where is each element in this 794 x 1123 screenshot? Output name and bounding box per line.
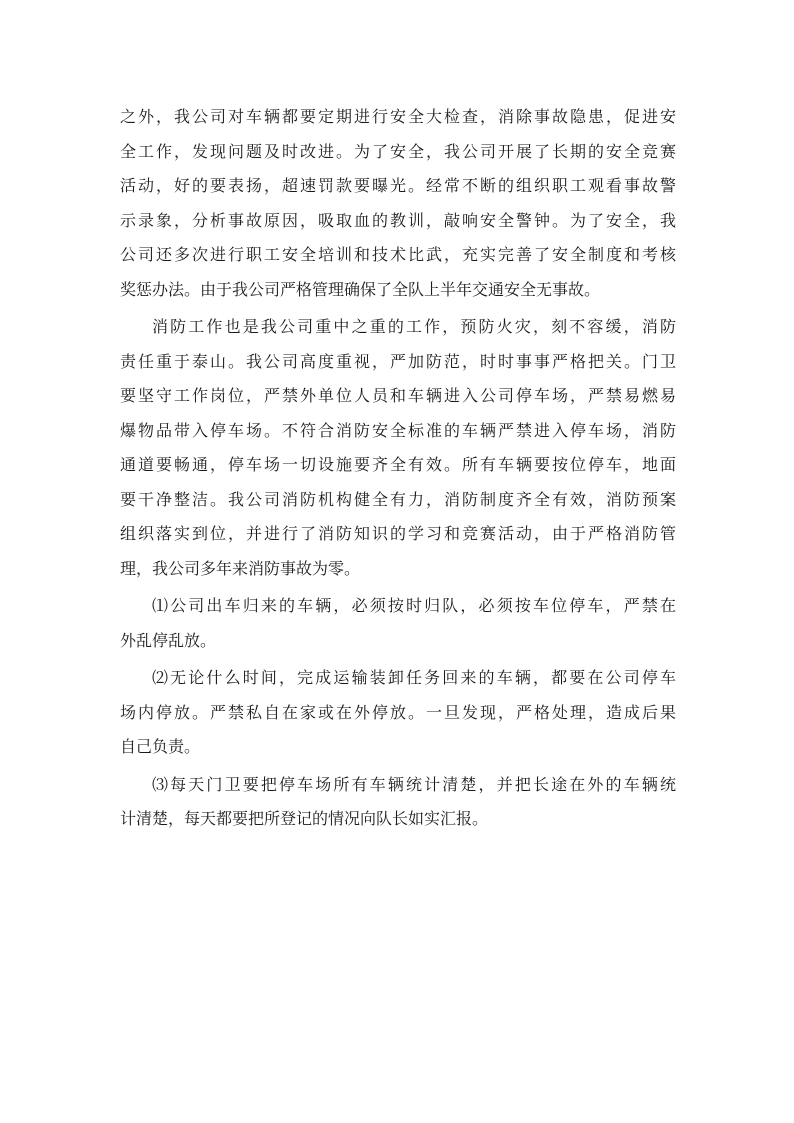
paragraph-rule-1 <box>120 589 676 658</box>
text-line: 公司还多次进行职工安全培训和技术比武，充实完善了安全制度和考核 <box>120 245 676 264</box>
text-line: 组织落实到位，并进行了消防知识的学习和竞赛活动，由于严格消防管 <box>120 524 676 543</box>
text-line: 要坚守工作岗位，严禁外单位人员和车辆进入公司停车场，严禁易燃易 <box>120 386 676 405</box>
paragraph-rule-3 <box>120 768 676 837</box>
text-line: 奖惩办法。由于我公司严格管理确保了全队上半年交通安全无事故。 <box>120 279 601 299</box>
paragraph-traffic-safety <box>120 100 676 307</box>
text-line: ⑵无论什么时间，完成运输装卸任务回来的车辆，都要在公司停车 <box>152 668 676 687</box>
text-line: 场内停放。严禁私自在家或在外停放。一旦发现，严格处理，造成后果 <box>120 702 676 722</box>
text-line: 示录象，分析事故原因，吸取血的教训，敲响安全警钟。为了安全，我 <box>120 210 676 230</box>
text-line: 外乱停乱放。 <box>120 630 217 650</box>
text-line: 理，我公司多年来消防事故为零。 <box>120 558 361 578</box>
text-line: ⑶每天门卫要把停车场所有车辆统计清楚，并把长途在外的车辆统 <box>152 774 676 794</box>
text-line: ⑴公司出车归来的车辆，必须按时归队，必须按车位停车，严禁在 <box>152 596 676 615</box>
text-line: 通道要畅通，停车场一切设施要齐全有效。所有车辆要按位停车，地面 <box>120 455 676 474</box>
text-line: 自己负责。 <box>120 737 201 756</box>
document-page <box>120 100 676 837</box>
text-line: 计清楚，每天都要把所登记的情况向队长如实汇报。 <box>120 809 489 828</box>
text-line: 消防工作也是我公司重中之重的工作，预防火灾，刻不容缓，消防 <box>152 317 676 336</box>
text-line: 责任重于泰山。我公司高度重视，严加防范，时时事事严格把关。门卫 <box>120 351 676 371</box>
paragraph-rule-2 <box>120 661 676 765</box>
paragraph-fire-safety <box>120 310 676 586</box>
text-line: 全工作，发现问题及时改进。为了安全，我公司开展了长期的安全竞赛 <box>120 141 676 161</box>
text-line: 要干净整洁。我公司消防机构健全有力，消防制度齐全有效，消防预案 <box>120 489 676 509</box>
text-line: 之外，我公司对车辆都要定期进行安全大检查，消除事故隐患，促进安 <box>120 107 676 126</box>
text-line: 爆物品带入停车场。不符合消防安全标准的车辆严禁进入停车场，消防 <box>120 420 676 440</box>
text-line: 活动，好的要表扬，超速罚款要曝光。经常不断的组织职工观看事故警 <box>120 176 676 195</box>
